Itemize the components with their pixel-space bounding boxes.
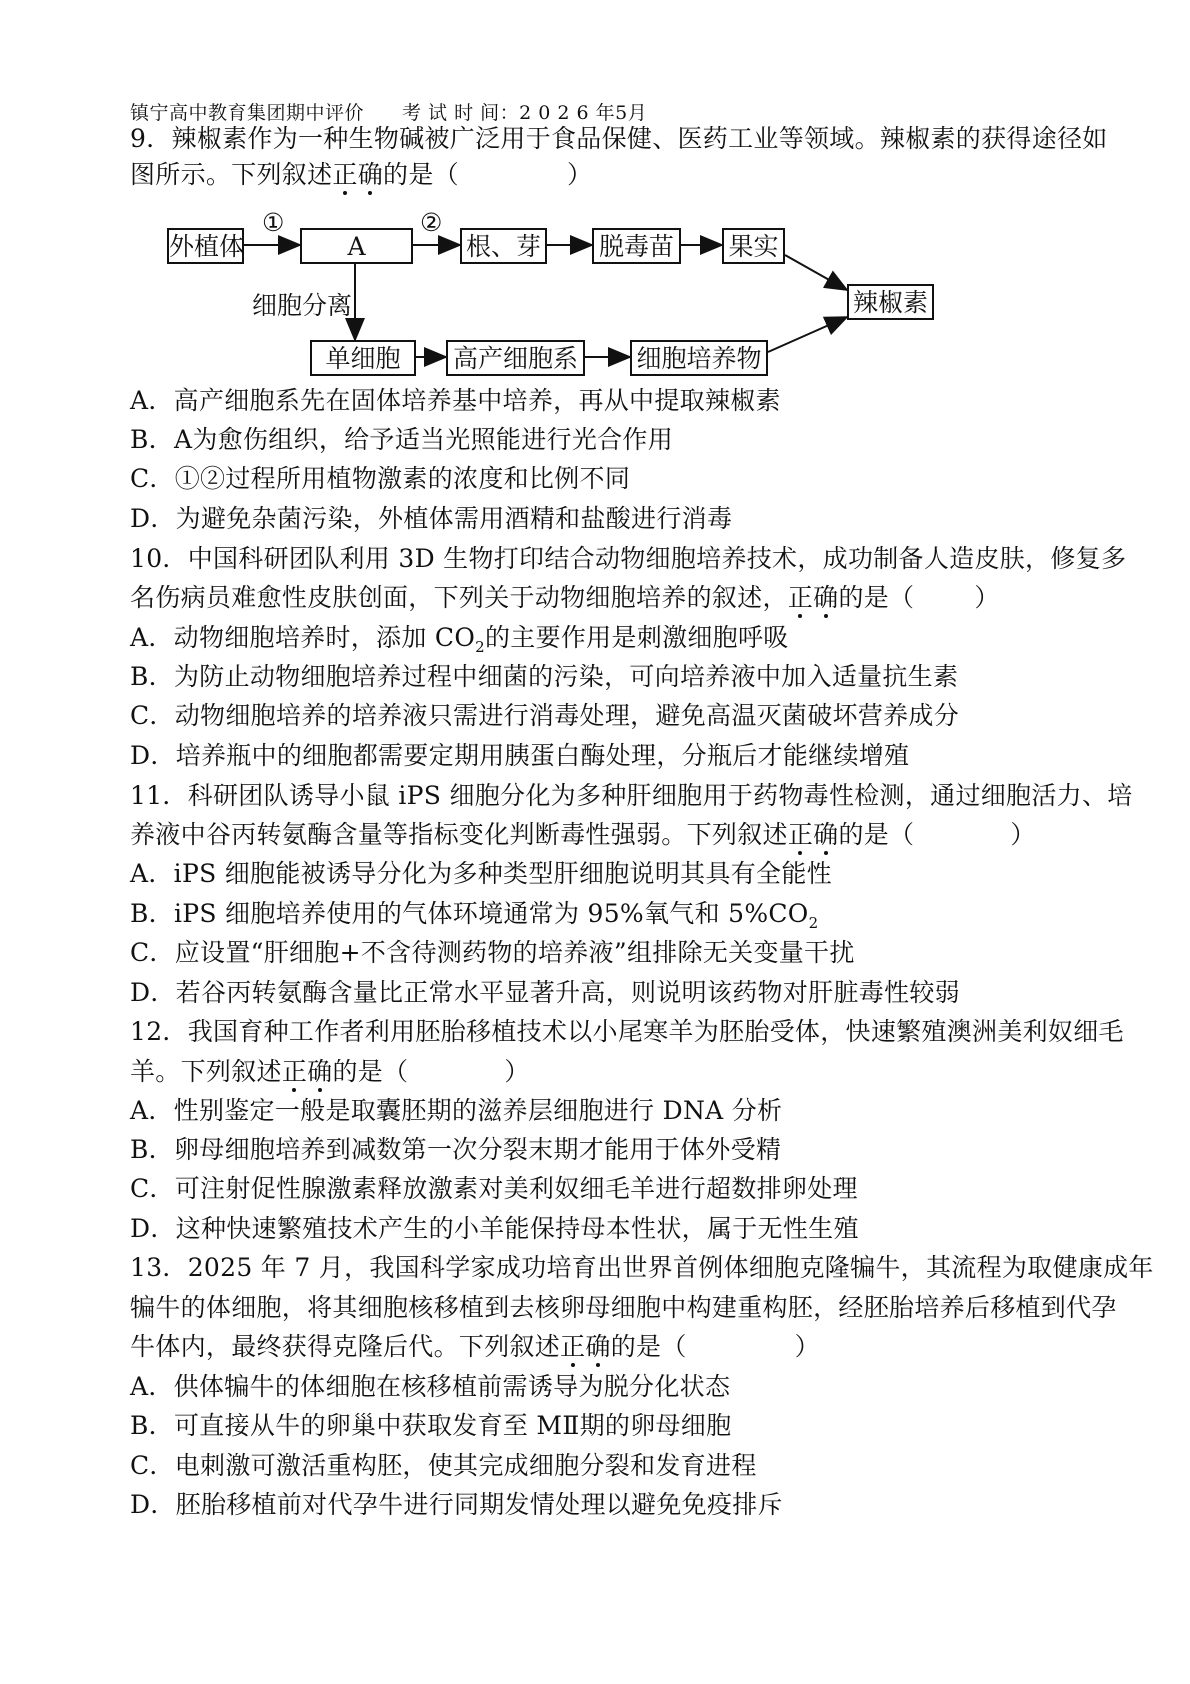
arrow-fruit-capsaicin (785, 255, 847, 290)
emphasis-dot: 正 (332, 160, 358, 189)
emphasis-dot: 正 (787, 583, 814, 612)
q9-stem-line2: 图所示。下列叙述正确的是（ ） (130, 160, 593, 189)
q10-option-d: D．培养瓶中的细胞都需要定期用胰蛋白酶处理，分瓶后才能继续增殖 (130, 741, 910, 770)
emphasis-dot: 正 (281, 1057, 308, 1086)
box-single-cell: 单细胞 (310, 340, 416, 376)
q13-option-c: C．电刺激可激活重构胚，使其完成细胞分裂和发育进程 (130, 1451, 757, 1480)
arrow-culture-capsaicin (768, 317, 847, 352)
box-capsaicin: 辣椒素 (847, 284, 934, 320)
label-step1: ① (262, 208, 285, 237)
q9-option-b: B．A为愈伤组织，给予适当光照能进行光合作用 (130, 425, 674, 454)
q13-option-d: D．胚胎移植前对代孕牛进行同期发情处理以避免免疫排斥 (130, 1490, 783, 1519)
label-cell-separation: 细胞分离 (252, 291, 353, 320)
box-virus-free: 脱毒苗 (592, 228, 681, 264)
q12-option-d: D．这种快速繁殖技术产生的小羊能保持母本性状，属于无性生殖 (130, 1214, 859, 1243)
box-explant: 外植体 (167, 228, 244, 264)
q10-option-b: B．为防止动物细胞培养过程中细菌的污染，可向培养液中加入适量抗生素 (130, 662, 959, 691)
emphasis-dot: 正 (787, 820, 814, 849)
q13-stem-line2: 犏牛的体细胞，将其细胞核移植到去核卵母细胞中构建重构胚，经胚胎培养后移植到代孕 (130, 1293, 1117, 1322)
q11-option-c: C．应设置“肝细胞+不含待测药物的培养液”组排除无关变量干扰 (130, 938, 855, 967)
box-high-yield: 高产细胞系 (446, 340, 585, 376)
box-fruit: 果实 (722, 228, 785, 264)
emphasis-dot: 正 (560, 1332, 586, 1361)
q10-stem-line1: 10．中国科研团队利用 3D 生物打印结合动物细胞培养技术，成功制备人造皮肤，修复多 (130, 544, 1127, 573)
emphasis-dot: 确 (585, 1332, 611, 1361)
q12-option-b: B．卵母细胞培养到减数第一次分裂末期才能用于体外受精 (130, 1135, 782, 1164)
q12-option-c: C．可注射促性腺激素释放激素对美利奴细毛羊进行超数排卵处理 (130, 1174, 858, 1203)
q13-option-a: A．供体犏牛的体细胞在核移植前需诱导为脱分化状态 (130, 1372, 731, 1401)
q9-stem-line1: 9．辣椒素作为一种生物碱被广泛用于食品保健、医药工业等领域。辣椒素的获得途径如 (130, 124, 1108, 153)
q10-option-a: A．动物细胞培养时，添加 $CO_2$的主要作用是刺激细胞呼吸 (130, 623, 789, 656)
emphasis-dot: 确 (813, 820, 839, 849)
box-culture: 细胞培养物 (630, 340, 768, 376)
q13-stem-line1: 13．2025 年 7 月，我国科学家成功培育出世界首例体细胞克隆犏牛，其流程为取健康成年 (130, 1253, 1154, 1282)
q11-option-d: D．若谷丙转氨酶含量比正常水平显著升高，则说明该药物对肝脏毒性较弱 (130, 978, 960, 1007)
q13-stem-line3: 牛体内，最终获得克隆后代。下列叙述正确的是（ ） (130, 1332, 820, 1361)
q11-option-a: A．iPS 细胞能被诱导分化为多种类型肝细胞说明其具有全能性 (130, 859, 832, 888)
q11-stem-line2: 养液中谷丙转氨酶含量等指标变化判断毒性强弱。下列叙述正确的是（ ） (130, 820, 1036, 849)
q13-option-b: B．可直接从牛的卵巢中获取发育至 MⅡ期的卵母细胞 (130, 1411, 732, 1440)
q12-stem-line1: 12．我国育种工作者利用胚胎移植技术以小尾寒羊为胚胎受体，快速繁殖澳洲美利奴细毛 (130, 1017, 1124, 1046)
school-name: 镇宁高中教育集团期中评价 (130, 102, 365, 124)
q12-stem-line2: 羊。下列叙述正确的是（ ） (130, 1057, 530, 1086)
q10-stem-line2: 名伤病员难愈性皮肤创面，下列关于动物细胞培养的叙述，正确的是（ ） (130, 583, 1000, 612)
q12-option-a: A．性别鉴定一般是取囊胚期的滋养层细胞进行 DNA 分析 (130, 1096, 783, 1125)
q11-stem-line1: 11．科研团队诱导小鼠 iPS 细胞分化为多种肝细胞用于药物毒性检测，通过细胞活力、培 (130, 781, 1133, 810)
q10-option-c: C．动物细胞培养的培养液只需进行消毒处理，避免高温灭菌破坏营养成分 (130, 701, 960, 730)
q9-option-c: C．①②过程所用植物激素的浓度和比例不同 (130, 464, 631, 493)
box-a: A (300, 228, 413, 264)
page-header (130, 98, 647, 125)
q11-option-b: B．iPS 细胞培养使用的气体环境通常为 95%氧气和 $5\%CO_2$ (130, 899, 819, 932)
q9-option-a: A．高产细胞系先在固体培养基中培养，再从中提取辣椒素 (130, 386, 781, 415)
emphasis-dot: 确 (357, 160, 384, 189)
box-root-bud: 根、芽 (460, 228, 547, 264)
emphasis-dot: 确 (813, 583, 839, 612)
label-step2: ② (420, 208, 443, 237)
emphasis-dot: 确 (307, 1057, 333, 1086)
q9-option-d: D．为避免杂菌污染，外植体需用酒精和盐酸进行消毒 (130, 504, 733, 533)
exam-time: 考 试 时 间：2 0 2 6 年5月 (402, 102, 648, 124)
